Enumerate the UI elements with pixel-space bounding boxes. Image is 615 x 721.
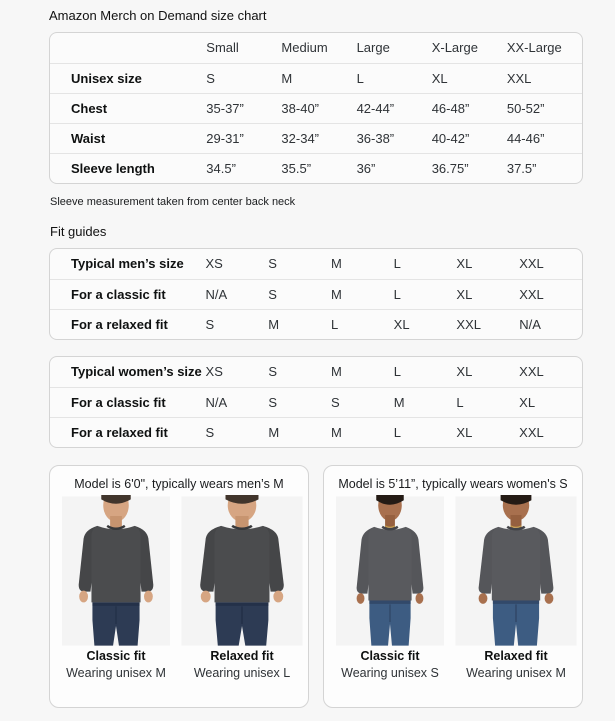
column-header: Medium — [281, 40, 328, 56]
column-header: Small — [206, 40, 239, 56]
table-row — [50, 309, 582, 339]
size-value: L — [394, 417, 457, 447]
size-value: M — [330, 256, 342, 272]
table-row — [50, 63, 582, 93]
size-value: 36-38” — [357, 123, 432, 153]
size-value: M — [268, 309, 331, 339]
table-row — [50, 417, 582, 447]
size-value: M — [394, 387, 457, 417]
figure-row — [330, 495, 576, 680]
figure-fit-label: Relaxed fit — [210, 649, 274, 663]
size-value: 42-44” — [357, 93, 432, 123]
table-row — [50, 93, 582, 123]
size-value: 38-40” — [281, 93, 356, 123]
table-row — [50, 123, 582, 153]
womens-fit-guide-table — [50, 357, 582, 447]
size-value: L — [393, 256, 401, 272]
size-chart-header-row — [50, 33, 582, 63]
size-value: 40-42” — [432, 123, 507, 153]
size-value: XXL — [519, 417, 582, 447]
mens-fit-guide-table — [50, 249, 582, 339]
figure-fit-label: Classic fit — [86, 649, 146, 663]
figure-row — [56, 495, 302, 680]
model-panels — [49, 465, 583, 708]
size-value: M — [268, 417, 331, 447]
size-value: XS — [205, 364, 223, 380]
column-header: Large — [356, 40, 390, 56]
size-value: XXL — [507, 63, 582, 93]
fit-guides-heading: Fit guides — [50, 224, 107, 239]
female-model-photo — [456, 495, 577, 647]
model-panel-mens — [49, 465, 309, 708]
size-value: S — [268, 364, 277, 380]
size-value: S — [268, 387, 331, 417]
row-label: Typical women’s size — [71, 364, 202, 380]
size-value: XS — [205, 256, 223, 272]
size-value: M — [331, 364, 342, 380]
row-label: Sleeve length — [50, 153, 206, 183]
size-value: N/A — [519, 309, 582, 339]
womens-fit-guide-card — [49, 356, 583, 448]
size-value: N/A — [206, 279, 269, 309]
sleeve-measurement-note: Sleeve measurement taken from center back neck — [50, 196, 296, 208]
mens-fit-guide-card — [49, 248, 583, 340]
table-row — [50, 387, 582, 417]
size-value: 36” — [357, 153, 432, 183]
row-label: Waist — [50, 123, 206, 153]
male-model-photo — [182, 495, 303, 647]
size-value: XL — [456, 256, 473, 272]
size-value: XL — [519, 387, 582, 417]
size-value: L — [331, 309, 394, 339]
row-label: For a classic fit — [50, 279, 206, 309]
size-value: 36.75” — [432, 153, 507, 183]
size-value: 46-48” — [432, 93, 507, 123]
column-header: XX-Large — [506, 40, 562, 56]
size-chart-table — [50, 33, 582, 183]
row-label: Typical men’s size — [71, 256, 184, 272]
size-value: L — [394, 279, 457, 309]
size-value: 34.5” — [206, 153, 281, 183]
row-label: Chest — [50, 93, 206, 123]
size-value: S — [331, 387, 394, 417]
size-value: XXL — [519, 279, 582, 309]
row-label: For a classic fit — [50, 387, 206, 417]
table-row — [50, 249, 582, 279]
panel-caption: Model is 6'0", typically wears men’s M — [74, 477, 284, 491]
model-figure-classic — [57, 495, 175, 680]
size-value: 35-37” — [206, 93, 281, 123]
size-value: L — [393, 364, 401, 380]
size-value: 50-52” — [507, 93, 582, 123]
figure-fit-label: Relaxed fit — [484, 649, 548, 663]
table-row — [50, 153, 582, 183]
size-value: XXL — [456, 309, 519, 339]
figure-wearing-label: Wearing unisex L — [193, 666, 291, 680]
row-label: For a relaxed fit — [50, 309, 206, 339]
table-row — [50, 279, 582, 309]
size-value: XL — [456, 364, 473, 380]
panel-caption: Model is 5’11”, typically wears women's S — [338, 477, 568, 491]
size-chart-card — [49, 32, 583, 184]
column-header — [50, 33, 206, 63]
size-value: L — [357, 63, 432, 93]
row-label: Unisex size — [50, 63, 206, 93]
row-label: For a relaxed fit — [50, 417, 206, 447]
male-model-photo — [62, 495, 170, 647]
size-value: S — [268, 256, 277, 272]
size-value: M — [331, 279, 394, 309]
size-value: 32-34” — [281, 123, 356, 153]
figure-wearing-label: Wearing unisex M — [466, 666, 566, 680]
model-figure-classic — [331, 495, 449, 680]
size-value: S — [268, 279, 331, 309]
size-value: XL — [456, 279, 519, 309]
female-model-photo — [336, 495, 444, 647]
size-value: S — [206, 309, 269, 339]
model-figure-relaxed — [457, 495, 575, 680]
figure-fit-label: Classic fit — [360, 649, 420, 663]
size-value: XL — [432, 63, 507, 93]
size-value: S — [206, 63, 281, 93]
column-header: X-Large — [431, 40, 478, 56]
size-value: 44-46” — [507, 123, 582, 153]
size-value: N/A — [206, 387, 269, 417]
figure-wearing-label: Wearing unisex S — [341, 666, 439, 680]
model-panel-womens — [323, 465, 583, 708]
size-value: 35.5” — [281, 153, 356, 183]
size-value: XXL — [519, 364, 544, 380]
size-value: XXL — [519, 256, 544, 272]
size-value: L — [456, 387, 519, 417]
size-value: XL — [394, 309, 457, 339]
size-value: 29-31” — [206, 123, 281, 153]
figure-wearing-label: Wearing unisex M — [66, 666, 166, 680]
size-value: M — [281, 63, 356, 93]
size-value: XL — [456, 417, 519, 447]
size-value: 37.5” — [507, 153, 582, 183]
size-value: S — [206, 417, 269, 447]
model-figure-relaxed — [183, 495, 301, 680]
table-row — [50, 357, 582, 387]
page-title: Amazon Merch on Demand size chart — [49, 8, 267, 23]
size-value: M — [331, 417, 394, 447]
